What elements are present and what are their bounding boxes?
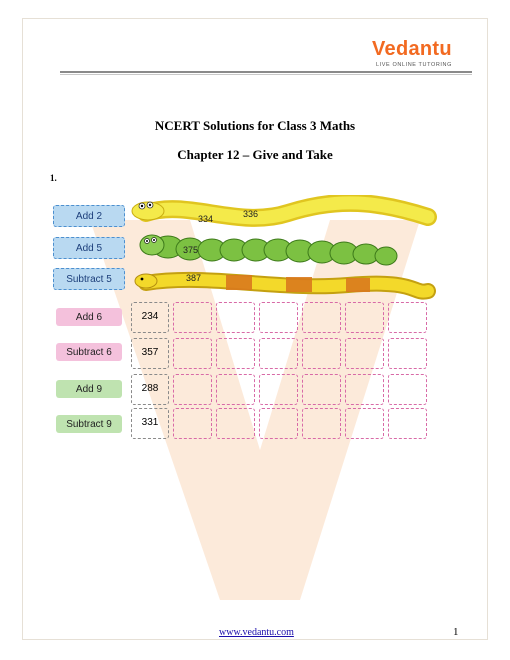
start-number-cell: 357 [131,338,169,369]
answer-cell[interactable] [173,408,212,439]
snake-subtract-5 [135,273,428,292]
snake-value: 336 [243,209,259,219]
start-number-cell: 234 [131,302,169,333]
answer-cell[interactable] [259,408,298,439]
answer-cell[interactable] [216,302,255,333]
answer-cell[interactable] [173,374,212,405]
snake-value: 334 [198,214,214,224]
row-rule-label: Subtract 9 [56,415,122,433]
answer-cell[interactable] [302,302,341,333]
answer-cell[interactable] [173,338,212,369]
snake-value: 387 [186,273,202,283]
answer-cell[interactable] [345,338,384,369]
answer-cell[interactable] [302,374,341,405]
answer-cell[interactable] [216,408,255,439]
header-rule [60,71,472,73]
row-rule-label: Add 6 [56,308,122,326]
snake-rule-label: Add 5 [53,237,125,259]
answer-cell[interactable] [302,408,341,439]
page-title: NCERT Solutions for Class 3 Maths [154,118,356,133]
answer-cell[interactable] [259,374,298,405]
answer-cell[interactable] [216,374,255,405]
answer-cell[interactable] [173,302,212,333]
answer-cell[interactable] [259,338,298,369]
answer-cell[interactable] [345,302,384,333]
snake-rule-label: Add 2 [53,205,125,227]
start-number-cell: 331 [131,408,169,439]
header-rule-thin [60,74,472,75]
row-rule-label: Subtract 6 [56,343,122,361]
answer-cell[interactable] [388,302,427,333]
answer-cell[interactable] [388,408,427,439]
footer-website-link[interactable]: www.vedantu.com [219,627,294,638]
snakes-illustration [128,195,438,305]
row-rule-label: Add 9 [56,380,122,398]
question-number: 1. [50,173,57,183]
logo-tagline: LIVE ONLINE TUTORING [376,62,452,68]
start-number-cell: 288 [131,374,169,405]
answer-cell[interactable] [345,408,384,439]
snake-rule-label: Subtract 5 [53,268,125,290]
answer-cell[interactable] [388,374,427,405]
vedantu-logo [372,38,472,72]
answer-cell[interactable] [388,338,427,369]
snake-add-5 [140,235,397,265]
page-number: 1 [453,626,459,638]
answer-cell[interactable] [259,302,298,333]
answer-cell[interactable] [302,338,341,369]
snake-value: 375 [183,245,199,255]
answer-cell[interactable] [345,374,384,405]
chapter-title: Chapter 12 – Give and Take [177,147,333,162]
snake-add-2 [132,202,428,224]
answer-cell[interactable] [216,338,255,369]
logo-brand: Vedantu [372,38,452,60]
